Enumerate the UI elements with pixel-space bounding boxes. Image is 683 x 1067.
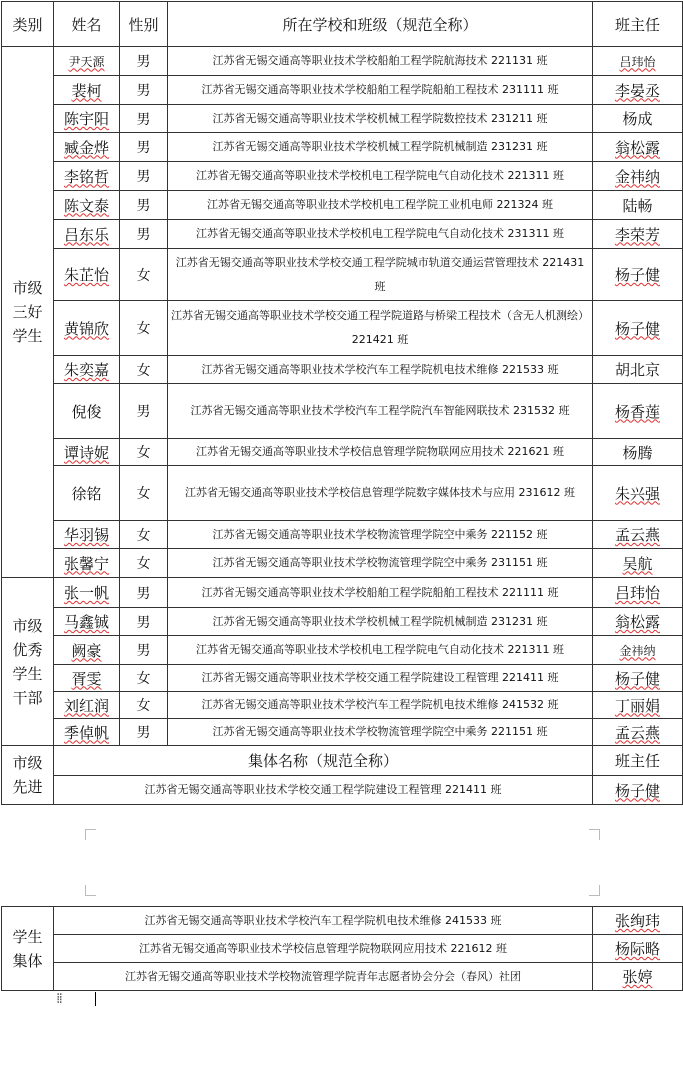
student-name: 朱芷怡 [54, 249, 120, 301]
student-school: 江苏省无锡交通高等职业技术学校交通工程学院城市轨道交通运营管理技术 221431 班 [168, 249, 593, 301]
student-school: 江苏省无锡交通高等职业技术学校机电工程学院电气自动化技术 221311 班 [168, 636, 593, 665]
header-school: 所在学校和班级（规范全称） [168, 2, 593, 47]
student-school: 江苏省无锡交通高等职业技术学校船舶工程学院船舶工程技术 221111 班 [168, 578, 593, 608]
table-row [2, 47, 683, 76]
student-gender: 男 [120, 76, 168, 105]
category-three-good: 市级三好学生 [2, 47, 54, 578]
student-name: 徐铭 [54, 466, 120, 521]
student-gender: 男 [120, 578, 168, 608]
page-corner-mark [589, 829, 600, 840]
table-row [2, 191, 683, 220]
student-gender: 女 [120, 549, 168, 578]
teacher-name: 金祎纳 [593, 636, 683, 665]
student-gender: 女 [120, 466, 168, 521]
student-name: 裴柯 [54, 76, 120, 105]
student-name: 谭诗妮 [54, 439, 120, 466]
student-school: 江苏省无锡交通高等职业技术学校机电工程学院电气自动化技术 221311 班 [168, 162, 593, 191]
table-row [2, 549, 683, 578]
teacher-name: 杨子健 [593, 776, 683, 805]
student-gender: 男 [120, 719, 168, 746]
student-school: 江苏省无锡交通高等职业技术学校汽车工程学院机电技术维修 221533 班 [168, 356, 593, 384]
student-school: 江苏省无锡交通高等职业技术学校船舶工程学院船舶工程技术 231111 班 [168, 76, 593, 105]
student-name: 张馨宁 [54, 549, 120, 578]
table-row [2, 133, 683, 162]
header-category: 类别 [2, 2, 54, 47]
collective-name-header: 集体名称（规范全称） [54, 746, 593, 776]
student-gender: 男 [120, 220, 168, 249]
student-school: 江苏省无锡交通高等职业技术学校汽车工程学院汽车智能网联技术 231532 班 [168, 384, 593, 439]
teacher-name: 杨子健 [593, 665, 683, 692]
table-row [2, 466, 683, 521]
teacher-name: 李晏丞 [593, 76, 683, 105]
teacher-name: 金祎纳 [593, 162, 683, 191]
student-gender: 男 [120, 191, 168, 220]
teacher-name: 吕玮怡 [593, 47, 683, 76]
category-advanced: 市级先进 [2, 746, 54, 805]
page-corner-mark [589, 885, 600, 896]
category-cadre: 市级优秀学生干部 [2, 578, 54, 746]
teacher-name: 杨成 [593, 105, 683, 133]
header-teacher: 班主任 [593, 2, 683, 47]
teacher-name: 朱兴强 [593, 466, 683, 521]
teacher-name: 吕玮怡 [593, 578, 683, 608]
student-name: 黄锦欣 [54, 301, 120, 356]
student-school: 江苏省无锡交通高等职业技术学校交通工程学院建设工程管理 221411 班 [168, 665, 593, 692]
table-row [2, 963, 683, 991]
student-gender: 男 [120, 384, 168, 439]
teacher-name: 翁松露 [593, 133, 683, 162]
student-school: 江苏省无锡交通高等职业技术学校物流管理学院空中乘务 221151 班 [168, 719, 593, 746]
student-gender: 女 [120, 692, 168, 719]
table-row [2, 636, 683, 665]
student-school: 江苏省无锡交通高等职业技术学校汽车工程学院机电技术维修 241532 班 [168, 692, 593, 719]
student-school: 江苏省无锡交通高等职业技术学校物流管理学院空中乘务 221152 班 [168, 521, 593, 549]
student-name: 吕东乐 [54, 220, 120, 249]
collective-name: 江苏省无锡交通高等职业技术学校交通工程学院建设工程管理 221411 班 [54, 776, 593, 805]
student-name: 陈宇阳 [54, 105, 120, 133]
teacher-name: 杨香莲 [593, 384, 683, 439]
table-row [2, 439, 683, 466]
student-school: 江苏省无锡交通高等职业技术学校机械工程学院机械制造 231231 班 [168, 608, 593, 636]
student-name: 马鑫铖 [54, 608, 120, 636]
teacher-name: 杨际略 [593, 935, 683, 963]
teacher-name: 杨子健 [593, 249, 683, 301]
teacher-name: 孟云燕 [593, 719, 683, 746]
student-gender: 女 [120, 439, 168, 466]
student-school: 江苏省无锡交通高等职业技术学校物流管理学院空中乘务 231151 班 [168, 549, 593, 578]
table-row [2, 719, 683, 746]
table-row [2, 608, 683, 636]
header-gender: 性别 [120, 2, 168, 47]
student-school: 江苏省无锡交通高等职业技术学校交通工程学院道路与桥梁工程技术（含无人机测绘） 221421 班 [168, 301, 593, 356]
advanced-header-row [2, 746, 683, 776]
teacher-name: 吴航 [593, 549, 683, 578]
student-name: 臧金烨 [54, 133, 120, 162]
student-gender: 男 [120, 608, 168, 636]
student-name: 阙豪 [54, 636, 120, 665]
table-row [2, 356, 683, 384]
student-name: 李铭哲 [54, 162, 120, 191]
student-gender: 男 [120, 47, 168, 76]
student-school: 江苏省无锡交通高等职业技术学校信息管理学院数字媒体技术与应用 231612 班 [168, 466, 593, 521]
teacher-name: 翁松露 [593, 608, 683, 636]
student-name: 张一帆 [54, 578, 120, 608]
student-gender: 女 [120, 521, 168, 549]
student-name: 季倬帆 [54, 719, 120, 746]
table-row [2, 521, 683, 549]
teacher-name: 张婷 [593, 963, 683, 991]
teacher-name: 张绚玮 [593, 907, 683, 935]
teacher-name: 陆畅 [593, 191, 683, 220]
table-row [2, 935, 683, 963]
collective-name: 江苏省无锡交通高等职业技术学校信息管理学院物联网应用技术 221612 班 [54, 935, 593, 963]
header-name: 姓名 [54, 2, 120, 47]
student-name: 华羽锡 [54, 521, 120, 549]
table-row [2, 907, 683, 935]
table-move-handle-icon[interactable]: ⁞⁞ [56, 991, 61, 1007]
table-row [2, 162, 683, 191]
student-name: 刘红润 [54, 692, 120, 719]
student-name: 尹天源 [54, 47, 120, 76]
table-row [2, 692, 683, 719]
teacher-name: 杨腾 [593, 439, 683, 466]
student-school: 江苏省无锡交通高等职业技术学校机械工程学院机械制造 231231 班 [168, 133, 593, 162]
page-corner-mark [85, 885, 96, 896]
teacher-name: 孟云燕 [593, 521, 683, 549]
teacher-name: 胡北京 [593, 356, 683, 384]
advanced-teacher-header: 班主任 [593, 746, 683, 776]
page-corner-mark [85, 829, 96, 840]
collective-name: 江苏省无锡交通高等职业技术学校汽车工程学院机电技术维修 241533 班 [54, 907, 593, 935]
text-cursor [95, 992, 96, 1006]
teacher-name: 李荣芳 [593, 220, 683, 249]
student-gender: 女 [120, 665, 168, 692]
table-row [2, 776, 683, 805]
student-school: 江苏省无锡交通高等职业技术学校机械工程学院数控技术 231211 班 [168, 105, 593, 133]
table-row [2, 301, 683, 356]
table-row [2, 578, 683, 608]
student-collective-table [1, 906, 683, 991]
table-row [2, 105, 683, 133]
table-row [2, 220, 683, 249]
student-school: 江苏省无锡交通高等职业技术学校机电工程学院电气自动化技术 231311 班 [168, 220, 593, 249]
student-name: 朱奕嘉 [54, 356, 120, 384]
category-student-collective: 学生集体 [2, 907, 54, 991]
student-school: 江苏省无锡交通高等职业技术学校船舶工程学院航海技术 221131 班 [168, 47, 593, 76]
student-gender: 女 [120, 356, 168, 384]
teacher-name: 丁丽娟 [593, 692, 683, 719]
student-gender: 女 [120, 249, 168, 301]
student-school: 江苏省无锡交通高等职业技术学校机电工程学院工业机电师 221324 班 [168, 191, 593, 220]
student-school: 江苏省无锡交通高等职业技术学校信息管理学院物联网应用技术 221621 班 [168, 439, 593, 466]
student-gender: 男 [120, 133, 168, 162]
collective-name: 江苏省无锡交通高等职业技术学校物流管理学院青年志愿者协会分会（春风）社团 [54, 963, 593, 991]
honor-list-table [1, 1, 683, 805]
student-name: 倪俊 [54, 384, 120, 439]
table-row [2, 665, 683, 692]
student-gender: 男 [120, 636, 168, 665]
student-gender: 男 [120, 105, 168, 133]
student-name: 胥雯 [54, 665, 120, 692]
table-row [2, 249, 683, 301]
table-row [2, 76, 683, 105]
student-gender: 女 [120, 301, 168, 356]
student-gender: 男 [120, 162, 168, 191]
table-row [2, 384, 683, 439]
teacher-name: 杨子健 [593, 301, 683, 356]
header-row [2, 2, 683, 47]
student-name: 陈文泰 [54, 191, 120, 220]
